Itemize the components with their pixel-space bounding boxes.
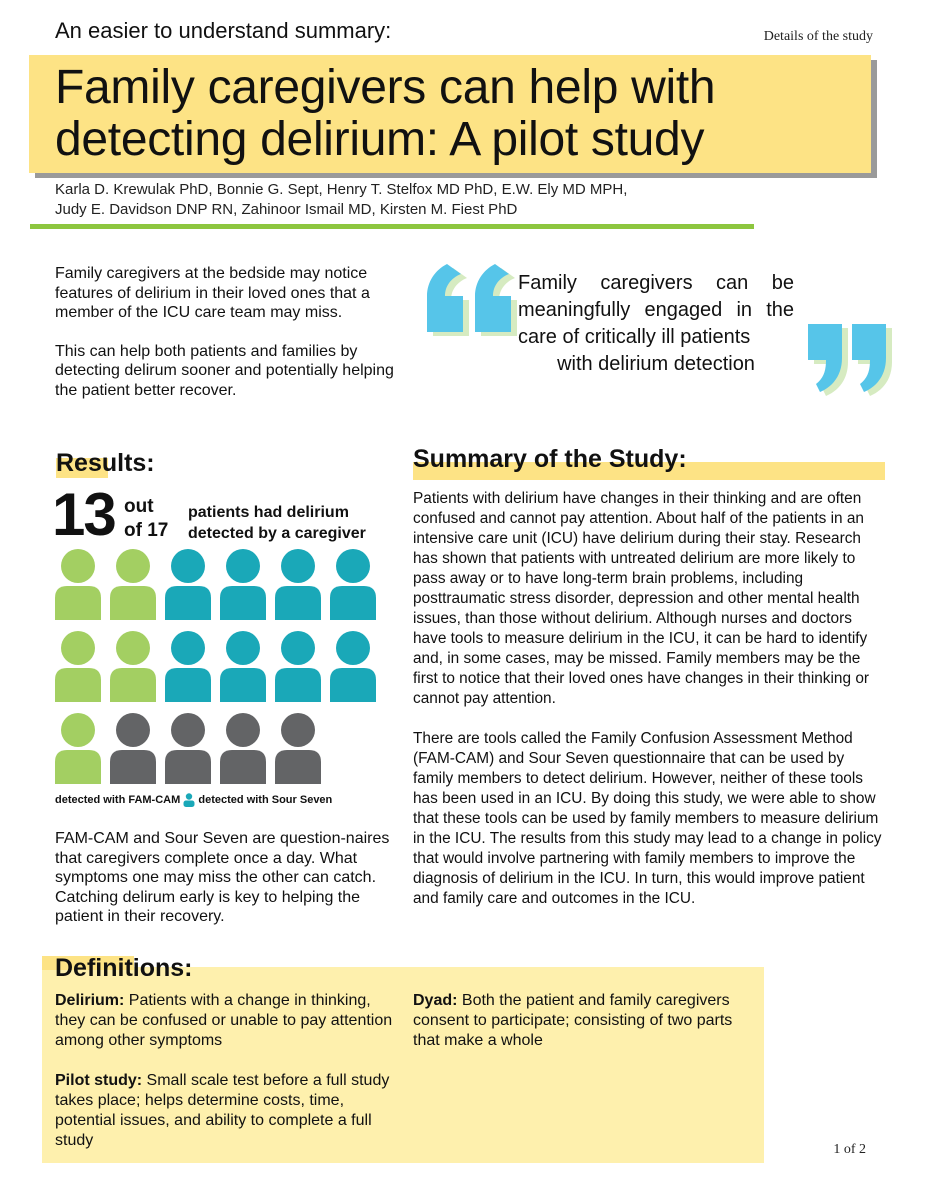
results-desc-line-2: detected by a caregiver xyxy=(188,525,366,542)
definitions-right xyxy=(413,991,753,1051)
person-icon xyxy=(275,713,321,784)
summary-heading: Summary of the Study: xyxy=(413,445,687,473)
quote-last-line: with delirium detection xyxy=(557,353,755,375)
results-count: 13 xyxy=(52,481,115,548)
legend-fam-label: detected with FAM-CAM xyxy=(55,793,181,806)
definitions-heading: Definitions: xyxy=(55,954,193,982)
authors xyxy=(55,180,627,220)
legend-sour-label: detected with Sour Seven xyxy=(198,793,333,806)
details-link[interactable]: Details of the study xyxy=(763,29,873,44)
results-heading: Results: xyxy=(56,449,155,477)
person-icon xyxy=(110,631,156,702)
person-icon xyxy=(55,549,101,620)
summary-kicker: An easier to understand summary: xyxy=(55,18,392,43)
summary-paragraph-2: There are tools called the Family Confusion Assessment Method (FAM-CAM) and Sour Seven questionnaire that can be used by family members to detect delirium. However, neither of these tools has been used in an ICU. By doing this study, we were able to show that these tools can be used by family members to measure delirium in the ICU. The results from this study may lead to a change in policy that would involve partnering with family members to improve the diagnosis of delirium in the ICU. In turn, this would improve patient and family care and outcomes in the ICU. xyxy=(413,730,882,907)
intro-paragraph-2: This can help both patients and families by detecting delirum sooner and potentially helping the patient better recover. xyxy=(55,342,394,399)
term-dyad: Dyad: xyxy=(413,992,458,1009)
title-line-1: Family caregivers can help with xyxy=(55,61,716,114)
section-divider xyxy=(30,224,754,229)
person-icon xyxy=(330,549,376,620)
person-icon xyxy=(220,631,266,702)
intro-text xyxy=(55,264,395,419)
def-delirium: Patients with a change in thinking, they can be confused or unable to pay attention among other symptoms xyxy=(55,992,393,1049)
page-number: 1 of 2 xyxy=(833,1142,866,1157)
icon-legend xyxy=(55,793,332,807)
person-icon xyxy=(55,713,101,784)
person-icon xyxy=(165,631,211,702)
authors-line-1: Karla D. Krewulak PhD, Bonnie G. Sept, Henry T. Stelfox MD PhD, E.W. Ely MD MPH, xyxy=(55,181,628,198)
person-icon xyxy=(330,631,376,702)
summary-body xyxy=(413,489,883,929)
summary-paragraph-1: Patients with delirium have changes in their thinking and are often confused and cannot pay attention. About half of the patients in an intensive care unit (ICU) have delirium during their stay. Research has shown that patients with untreated delirium are more likely to pass away or to have long-term brain problems, including posttraumatic stress disorder, depression and other mental health issues, than those without delirium. Although nurses and doctors have tools to measure delirium in the ICU, it can be hard to identify and, in some cases, may be missed. Family members may be the first to notice that their loved ones have changes in their thinking or cannot pay attention. xyxy=(413,490,870,707)
quote-text: Family caregivers can be meaningfully engaged in the care of critically ill patients xyxy=(518,272,794,348)
patient-icon-grid xyxy=(55,548,385,788)
definition-pilot-study xyxy=(55,1071,393,1151)
definition-dyad xyxy=(413,991,753,1051)
definitions-left xyxy=(55,991,393,1171)
of-total-label: of 17 xyxy=(124,520,169,541)
person-icon xyxy=(220,713,266,784)
person-icon xyxy=(275,631,321,702)
definition-delirium xyxy=(55,991,393,1051)
term-delirium: Delirium: xyxy=(55,992,125,1009)
pull-quote xyxy=(518,270,794,378)
open-quote-icon xyxy=(425,262,521,342)
def-dyad: Both the patient and family caregivers consent to participate; consisting of two parts that make a whole xyxy=(413,992,733,1049)
person-icon xyxy=(110,713,156,784)
close-quote-icon xyxy=(806,324,896,400)
tools-explanation: FAM-CAM and Sour Seven are question-naires that caregivers complete once a day. What symptoms one may miss the other can catch. Catching delirum early is key to helping the patient in their recovery. xyxy=(55,830,390,925)
page-title xyxy=(55,62,715,166)
person-icon xyxy=(165,713,211,784)
person-icon xyxy=(110,549,156,620)
out-label: out xyxy=(124,496,154,517)
person-icon xyxy=(275,549,321,620)
person-icon xyxy=(220,549,266,620)
person-icon xyxy=(55,631,101,702)
results-desc-line-1: patients had delirium xyxy=(188,504,349,521)
term-pilot-study: Pilot study: xyxy=(55,1072,143,1089)
results-out-of xyxy=(124,495,168,543)
authors-line-2: Judy E. Davidson DNP RN, Zahinoor Ismail MD, Kirsten M. Fiest PhD xyxy=(55,201,518,218)
title-line-2: detecting delirium: A pilot study xyxy=(55,113,705,166)
person-icon xyxy=(165,549,211,620)
intro-paragraph-1: Family caregivers at the bedside may notice features of delirium in their loved ones that a member of the ICU care team may miss. xyxy=(55,265,370,321)
person-icon xyxy=(183,793,195,807)
def-pilot-study: Small scale test before a full study takes place; helps determine costs, time, potential issues, and ability to complete a full study xyxy=(55,1072,390,1149)
results-description xyxy=(188,502,366,544)
